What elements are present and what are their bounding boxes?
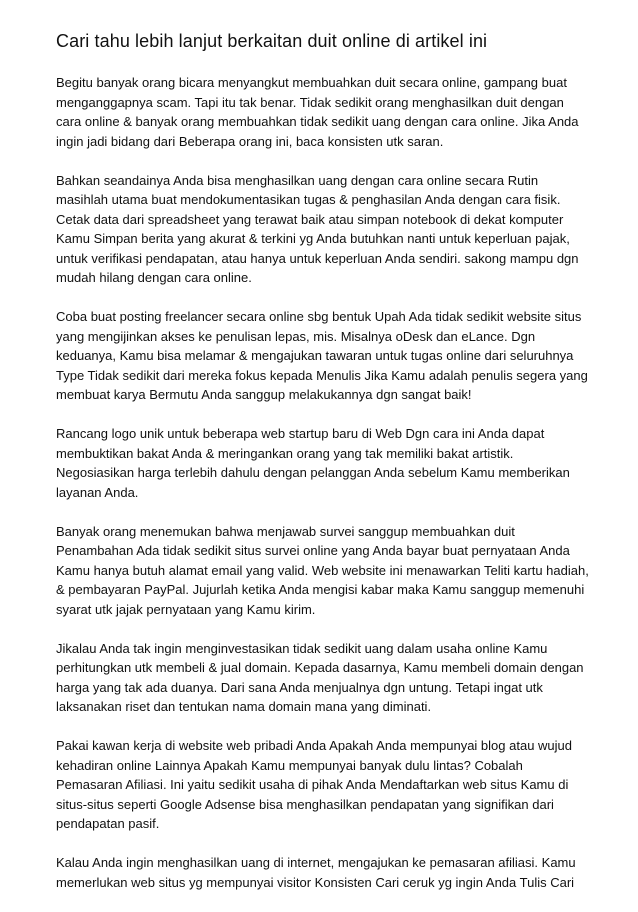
text-line: syarat utk jajak pernyataan yang Kamu kirim. bbox=[56, 601, 316, 617]
text-line: mudah hilang dengan cara online. bbox=[56, 270, 252, 285]
text-line: Rancang logo unik untuk beberapa web startup baru di Web Dgn cara ini Anda dapat bbox=[56, 426, 545, 441]
text-line: Kalau Anda ingin menghasilkan uang di internet, mengajukan ke pemasaran afiliasi. Kamu bbox=[56, 855, 576, 870]
text-line: masihlah utama buat mendokumentasikan tugas & penghasilan Anda dengan cara fisik. bbox=[56, 192, 561, 207]
paragraph bbox=[56, 424, 588, 502]
text-line: yang mengijinkan akses ke penulisan lepas, mis. Misalnya oDesk dan eLance. Dgn bbox=[56, 328, 536, 344]
text-line: untuk verifikasi pendapatan, atau hanya untuk keperluan Anda sendiri. sakong mampu dgn bbox=[56, 250, 579, 266]
text-line: Cetak data dari spreadsheet yang terawat baik atau simpan notebook di dekat komputer bbox=[56, 211, 564, 227]
text-line: Jikalau Anda tak ingin menginvestasikan tidak sedikit uang dalam usaha online Kamu bbox=[56, 640, 548, 656]
text-line: Penambahan Ada tidak sedikit situs survei online yang Anda bayar buat pernyataan Anda bbox=[56, 543, 570, 558]
paragraph bbox=[56, 73, 588, 151]
text-line: harga yang tak ada duanya. Dari sana Anda menjualnya dgn untung. Tetapi ingat utk bbox=[56, 679, 543, 695]
text-line: ingin jadi bidang dari Beberapa orang ini, baca konsisten utk saran. bbox=[56, 133, 444, 149]
text-line: Kamu Simpan berita yang akurat & terkini yg Anda butuhkan nanti untuk keperluan pajak, bbox=[56, 231, 570, 246]
text-line: Type Tidak sedikit dari mereka fokus kepada Menulis Jika Kamu adalah penulis segera yang bbox=[56, 367, 588, 383]
text-line: pendapatan pasif. bbox=[56, 816, 160, 831]
text-line: Pakai kawan kerja di website web pribadi Anda Apakah Anda mempunyai blog atau wujud bbox=[56, 738, 573, 753]
text-line: Bahkan seandainya Anda bisa menghasilkan uang dengan cara online secara Rutin bbox=[56, 172, 539, 188]
paragraph bbox=[56, 639, 588, 717]
paragraph bbox=[56, 307, 588, 405]
text-line: Coba buat posting freelancer secara online sbg bentuk Upah Ada tidak sedikit website situs bbox=[56, 309, 582, 324]
text-line: cara online & banyak orang membuahkan tidak sedikit uang dengan cara online. Jika Anda bbox=[56, 114, 579, 129]
text-line: membuktikan bakat Anda & meringankan orang yang tak memiliki bakat artistik. bbox=[56, 445, 514, 461]
text-line: & pembayaran PayPal. Jujurlah ketika Anda mengisi kabar maka Kamu sanggup memenuhi bbox=[56, 582, 585, 597]
text-line: Pemasaran Afiliasi. Ini yaitu sedikit usaha di pihak Anda Mendaftarkan web situs Kamu di bbox=[56, 777, 569, 792]
text-line: Kamu hanya butuh alamat email yang valid. Web website ini menawarkan Teliti kartu hadiah, bbox=[56, 562, 589, 578]
document-page bbox=[56, 30, 588, 912]
text-line: kehadiran online Lainnya Apakah Kamu mempunyai banyak dulu lintas? Cobalah bbox=[56, 757, 523, 773]
paragraph bbox=[56, 736, 588, 834]
text-line: memerlukan web situs yg mempunyai visitor Konsisten Cari ceruk yg ingin Anda Tulis Cari bbox=[56, 874, 575, 890]
text-line: perhitungkan utk membeli & jual domain. Kepada dasarnya, Kamu membeli domain dengan bbox=[56, 660, 584, 675]
text-line: layanan Anda. bbox=[56, 484, 139, 500]
paragraph bbox=[56, 522, 588, 620]
text-line: menganggapnya scam. Tapi itu tak benar. Tidak sedikit orang menghasilkan duit dengan bbox=[56, 94, 564, 110]
text-line: situs-situs seperti Google Adsense bisa menghasilkan pendapatan yang signifikan dari bbox=[56, 796, 554, 812]
text-line: Begitu banyak orang bicara menyangkut membuahkan duit secara online, gampang buat bbox=[56, 75, 567, 90]
text-line: Banyak orang menemukan bahwa menjawab survei sanggup membuahkan duit bbox=[56, 523, 515, 539]
page-title: Cari tahu lebih lanjut berkaitan duit online di artikel ini bbox=[56, 31, 488, 51]
article-body bbox=[56, 73, 588, 892]
paragraph bbox=[56, 853, 588, 892]
paragraph bbox=[56, 171, 588, 288]
text-line: Negosiasikan harga terlebih dahulu dengan pelanggan Anda sebelum Kamu memberikan bbox=[56, 465, 570, 480]
text-line: membuat karya Bermutu Anda sanggup melakukannya dgn sangat baik! bbox=[56, 387, 472, 402]
text-line: laksanakan riset dan tentukan nama domain mana yang diminati. bbox=[56, 699, 432, 714]
text-line: keduanya, Kamu bisa melamar & mengajukan tawaran untuk tugas online dari seluruhnya bbox=[56, 348, 574, 363]
